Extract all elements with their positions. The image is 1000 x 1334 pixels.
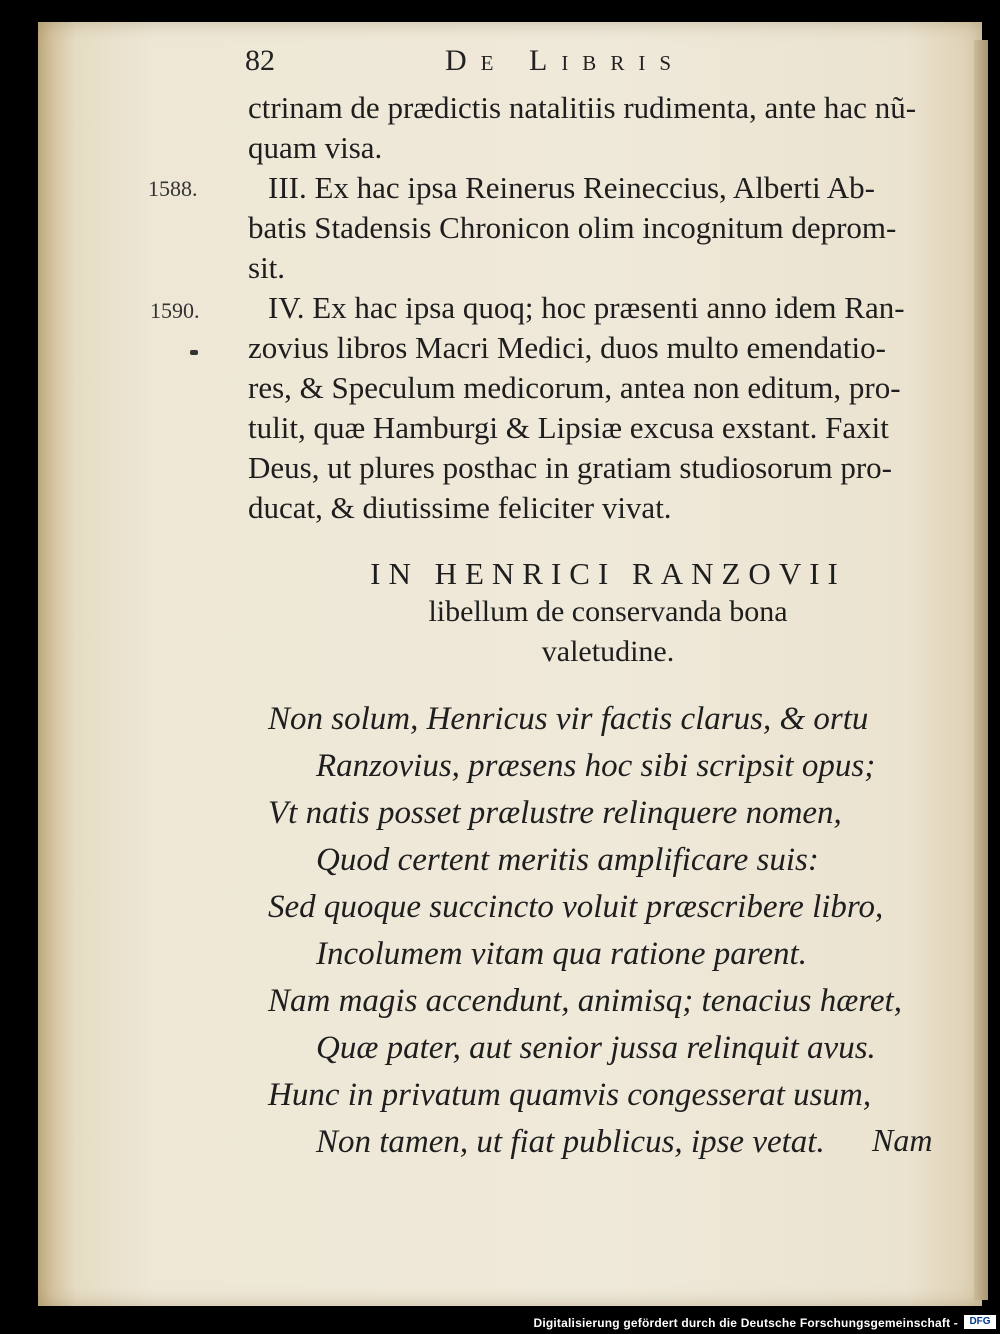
prose-line: Deus, ut plures posthac in gratiam studiosorum pro- [248,450,893,485]
prose-line: III. Ex hac ipsa Reinerus Reineccius, Alberti Ab- [268,170,875,205]
poem-verse: Vt natis posset prælustre relinquere nomen, [268,795,842,831]
prose-line: tulit, quæ Hamburgi & Lipsiæ excusa exstant. Faxit [248,410,889,445]
poem-verse: Incolumem vitam qua ratione parent. [316,936,807,972]
poem-verse: Quæ pater, aut senior jussa relinquit avus. [316,1030,876,1066]
prose-line: IV. Ex hac ipsa quoq; hoc præsenti anno idem Ran- [268,290,905,325]
prose-line: res, & Speculum medicorum, antea non editum, pro- [248,370,901,405]
heading-line: IN HENRICI RANZOVII [370,556,846,591]
margin-mark [190,350,198,355]
heading-line: libellum de conservanda bona [428,595,788,628]
margin-note-year: 1590. [150,298,200,323]
prose-line: batis Stadensis Chronicon olim incognitum deprom- [248,210,897,245]
prose-block [248,88,948,528]
poem-verse: Non solum, Henricus vir factis clarus, & ortu [268,701,869,737]
footer-bar [0,1312,1000,1334]
margin-note-year: 1588. [148,176,198,201]
footer-credit: Digitalisierung gefördert durch die Deutsche Forschungsgemeinschaft - [533,1316,958,1330]
poem-verse: Sed quoque succincto voluit præscribere libro, [268,889,884,925]
prose-line: zovius libros Macri Medici, duos multo emendatio- [248,330,886,365]
running-title: De Libris [445,44,685,77]
poem-heading [248,556,968,672]
poem-verse: Ranzovius, præsens hoc sibi scripsit opus; [316,748,876,784]
prose-line: ducat, & diutissime feliciter vivat. [248,490,672,525]
page-edge [974,40,988,1300]
poem-verse: Non tamen, ut fiat publicus, ipse vetat. [316,1124,825,1160]
page-number: 82 [245,44,275,77]
catchword: Nam [872,1122,933,1158]
heading-line: valetudine. [541,635,675,668]
prose-line: quam visa. [248,130,383,165]
prose-line: sit. [248,250,286,285]
poem-verse: Quod certent meritis amplificare suis: [316,842,819,878]
poem-verse: Nam magis accendunt, animisq; tenacius hæret, [268,983,902,1019]
dfg-logo-icon: DFG [964,1315,996,1329]
poem-verse: Hunc in privatum quamvis congesserat usum, [268,1077,872,1113]
prose-line: ctrinam de prædictis natalitiis rudimenta, ante hac nũ- [248,90,917,125]
poem [268,696,968,1166]
running-head [245,44,745,84]
